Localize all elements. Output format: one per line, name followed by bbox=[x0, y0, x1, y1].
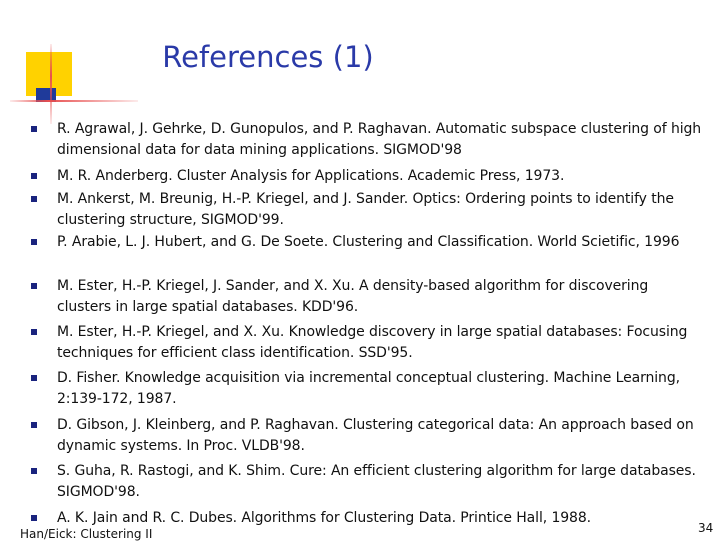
reference-text: S. Guha, R. Rastogi, and K. Shim. Cure: An efficient clustering algorithm for large databases. SIGMOD'98. bbox=[57, 463, 696, 500]
square-bullet-icon bbox=[31, 515, 37, 521]
reference-item bbox=[57, 276, 703, 317]
reference-item bbox=[57, 119, 703, 160]
reference-text: D. Fisher. Knowledge acquisition via incremental conceptual clustering. Machine Learning, 2:139-172, 1987. bbox=[57, 370, 680, 407]
reference-item bbox=[57, 415, 703, 456]
reference-text: A. K. Jain and R. C. Dubes. Algorithms for Clustering Data. Printice Hall, 1988. bbox=[57, 510, 592, 526]
square-bullet-icon bbox=[31, 468, 37, 474]
square-bullet-icon bbox=[31, 283, 37, 289]
reference-item bbox=[57, 166, 703, 187]
square-bullet-icon bbox=[31, 196, 37, 202]
square-bullet-icon bbox=[31, 126, 37, 132]
reference-text: D. Gibson, J. Kleinberg, and P. Raghavan. Clustering categorical data: An approach based on dynamic systems. In Proc. VLDB'98. bbox=[57, 417, 694, 454]
reference-item bbox=[57, 508, 703, 529]
reference-item bbox=[57, 368, 703, 409]
page-number: 34 bbox=[698, 521, 714, 535]
slide-footer: Han/Eick: Clustering II bbox=[20, 527, 153, 541]
reference-item bbox=[57, 232, 703, 253]
square-bullet-icon bbox=[31, 239, 37, 245]
square-bullet-icon bbox=[31, 422, 37, 428]
square-bullet-icon bbox=[31, 375, 37, 381]
reference-text: M. Ester, H.-P. Kriegel, and X. Xu. Knowledge discovery in large spatial databases: Focusing techniques for efficient class identification. SSD'95. bbox=[57, 324, 688, 361]
square-bullet-icon bbox=[31, 329, 37, 335]
slide-title: References (1) bbox=[162, 40, 374, 74]
reference-text: M. Ankerst, M. Breunig, H.-P. Kriegel, and J. Sander. Optics: Ordering points to identify the clustering structure, SIGMOD'99. bbox=[57, 191, 674, 228]
reference-text: M. R. Anderberg. Cluster Analysis for Applications. Academic Press, 1973. bbox=[57, 168, 565, 184]
reference-text: P. Arabie, L. J. Hubert, and G. De Soete. Clustering and Classification. World Scietific, 1996 bbox=[57, 234, 680, 250]
reference-item bbox=[57, 461, 703, 502]
reference-text: M. Ester, H.-P. Kriegel, J. Sander, and X. Xu. A density-based algorithm for discovering clusters in large spatial databases. KDD'96. bbox=[57, 278, 649, 315]
reference-item bbox=[57, 189, 703, 230]
square-bullet-icon bbox=[31, 173, 37, 179]
reference-item bbox=[57, 322, 703, 363]
reference-text: R. Agrawal, J. Gehrke, D. Gunopulos, and P. Raghavan. Automatic subspace clustering of high dimensional data for data mining applications. SIGMOD'98 bbox=[57, 121, 702, 158]
